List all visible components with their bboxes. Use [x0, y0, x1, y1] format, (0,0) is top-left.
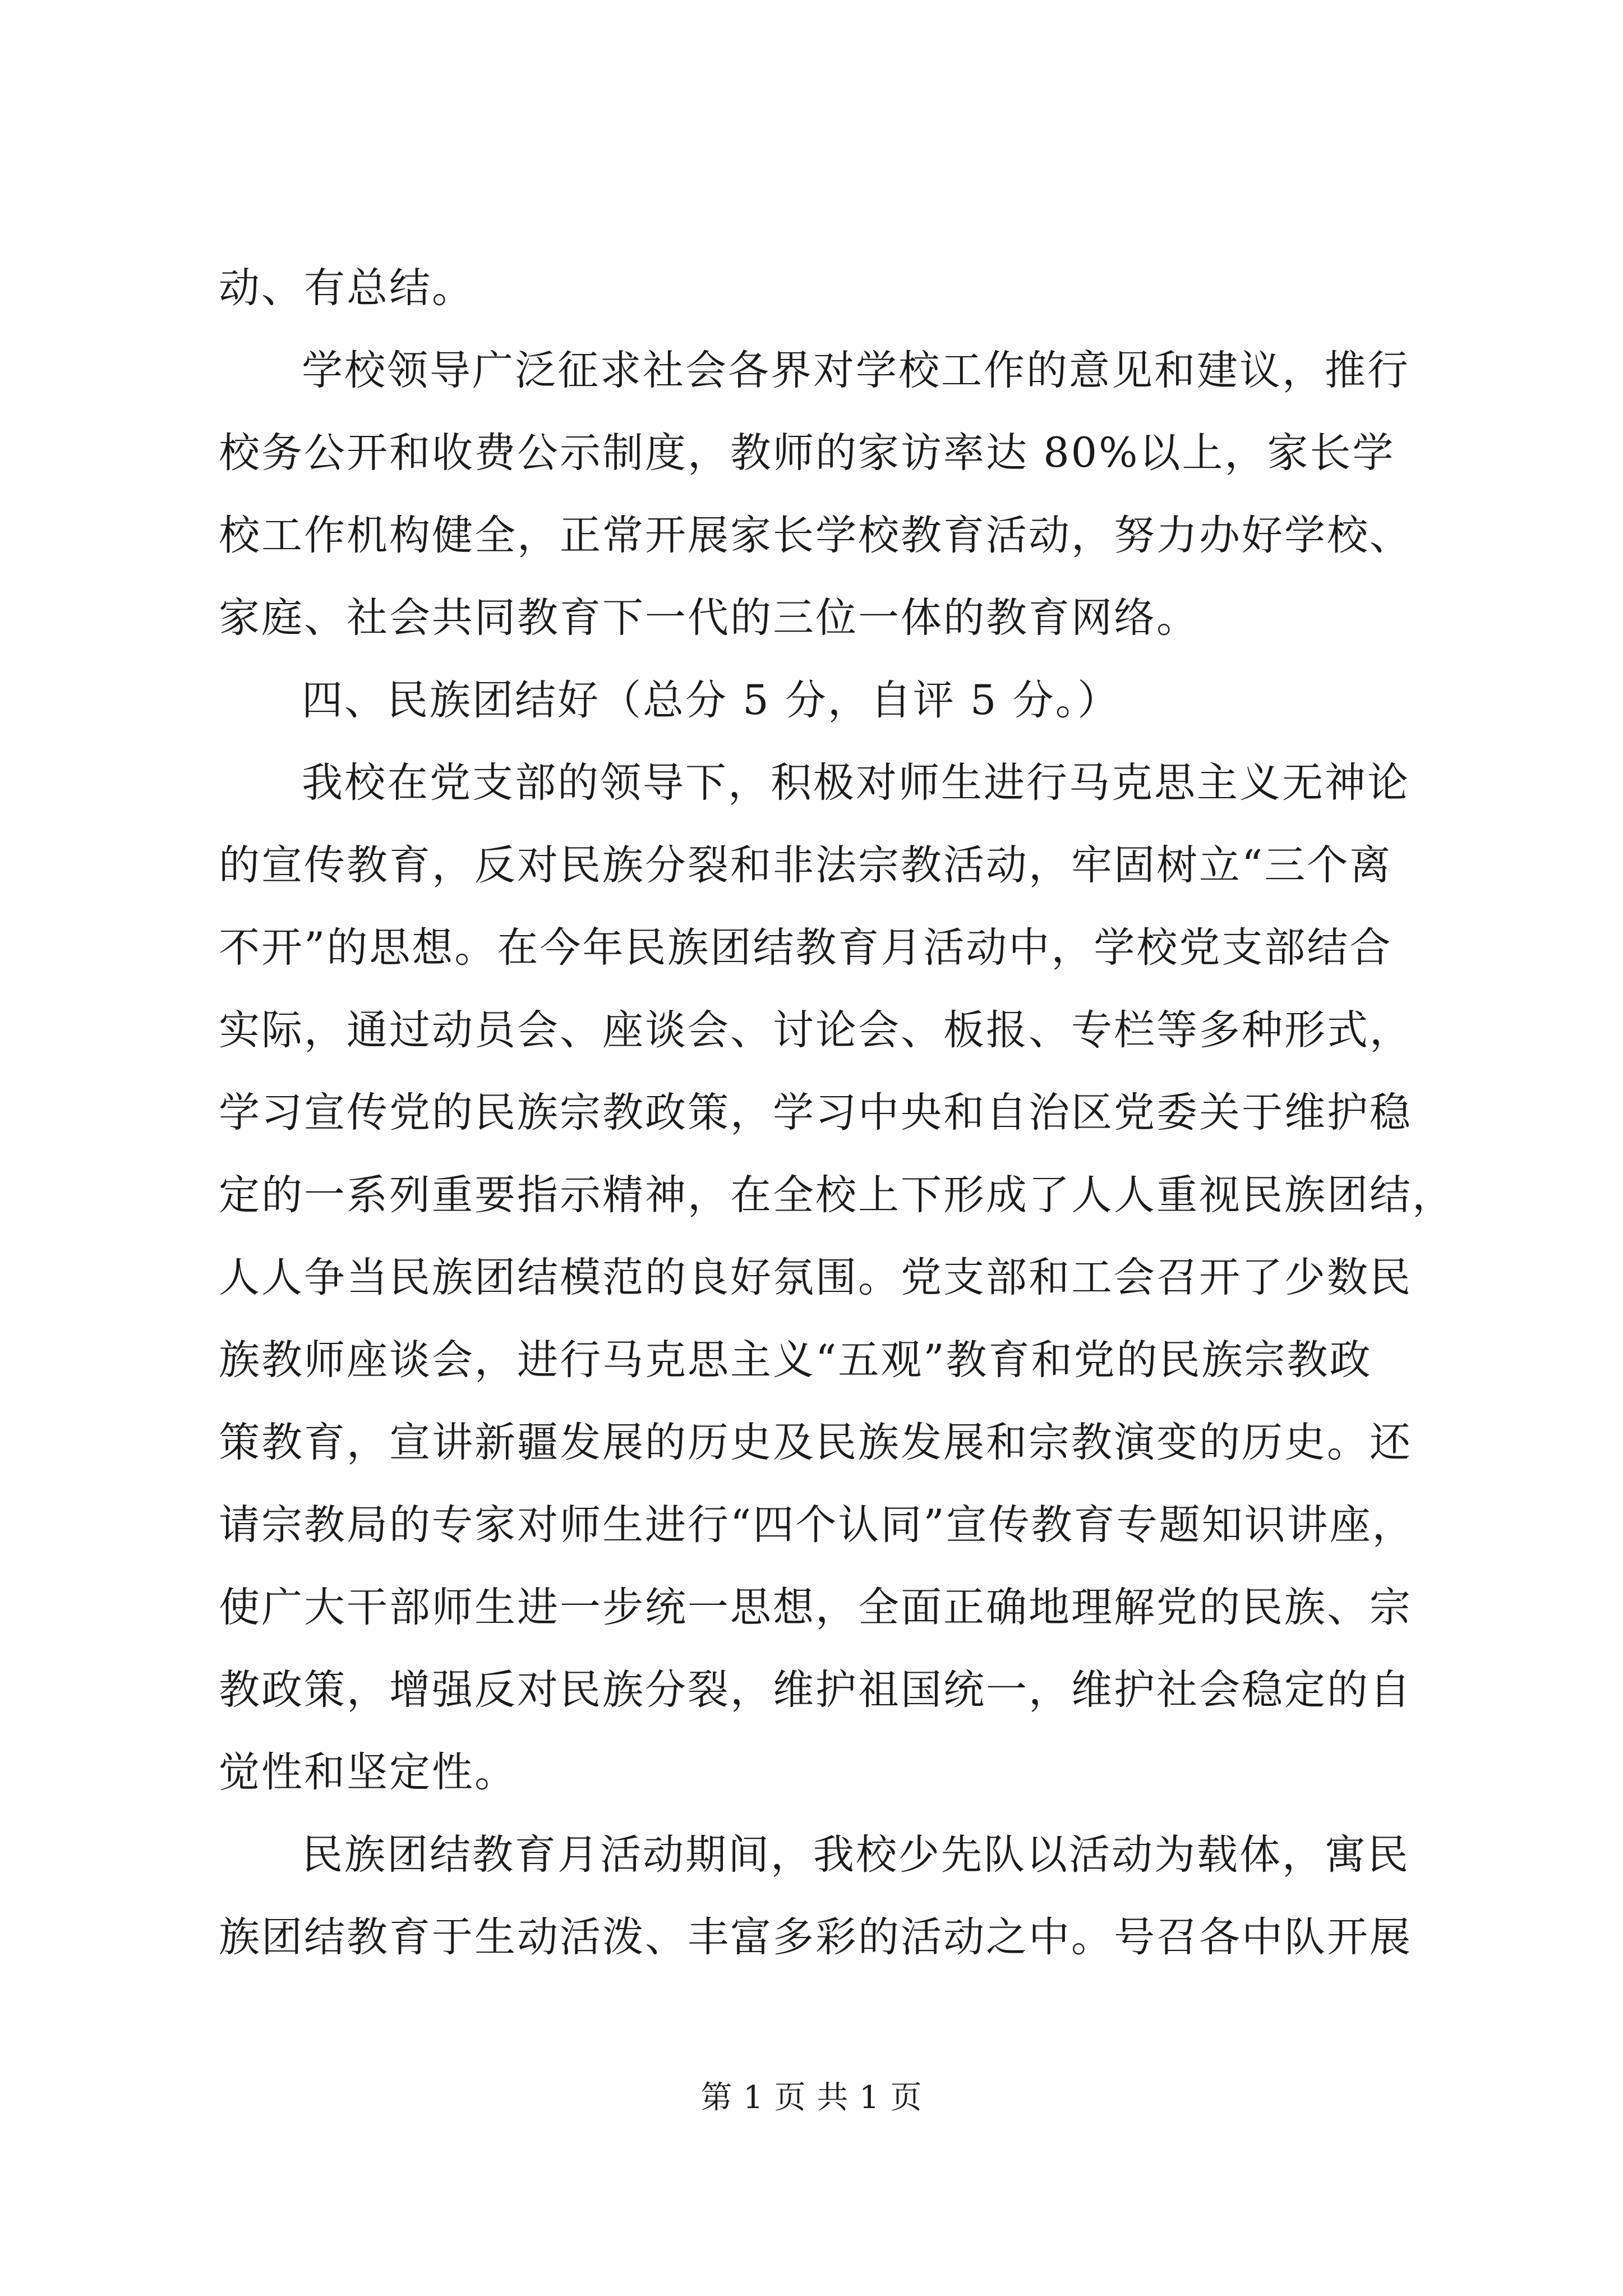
text-line: 请宗教局的专家对师生进行“四个认同”宣传教育专题知识讲座， [219, 1501, 1415, 1549]
text-line: 觉性和坚定性。 [219, 1749, 517, 1796]
text-line: 校务公开和收费公示制度，教师的家访率达 80%以上，家长学 [219, 429, 1395, 477]
paragraph-first-line: 我校在党支部的领导下，积极对师生进行马克思主义无神论 [302, 759, 1410, 807]
text-line: 使广大干部师生进一步统一思想，全面正确地理解党的民族、宗 [219, 1584, 1412, 1631]
text-line: 家庭、社会共同教育下一代的三位一体的教育网络。 [219, 594, 1199, 642]
text-line: 定的一系列重要指示精神，在全校上下形成了人人重视民族团结， [219, 1171, 1455, 1219]
text-line: 学习宣传党的民族宗教政策，学习中央和自治区党委关于维护稳 [219, 1089, 1412, 1137]
text-line: 不开”的思想。在今年民族团结教育月活动中，学校党支部结合 [219, 924, 1393, 972]
text-line: 动、有总结。 [219, 264, 474, 312]
paragraph-first-line: 民族团结教育月活动期间，我校少先队以活动为载体，寓民 [302, 1831, 1410, 1879]
text-line: 策教育，宣讲新疆发展的历史及民族发展和宗教演变的历史。还 [219, 1419, 1412, 1466]
text-line: 的宣传教育，反对民族分裂和非法宗教活动，牢固树立“三个离 [219, 841, 1393, 889]
page-number-label: 第 1 页 共 1 页 [700, 2079, 923, 2116]
text-line: 族教师座谈会，进行马克思主义“五观”教育和党的民族宗教政 [219, 1336, 1372, 1384]
document-body [219, 247, 1455, 1978]
text-line: 校工作机构健全，正常开展家长学校教育活动，努力办好学校、 [219, 512, 1412, 559]
text-line: 实际，通过动员会、座谈会、讨论会、板报、专栏等多种形式， [219, 1006, 1412, 1054]
text-line: 人人争当民族团结模范的良好氛围。党支部和工会召开了少数民 [219, 1254, 1412, 1301]
paragraph-first-line: 学校领导广泛征求社会各界对学校工作的意见和建议，推行 [302, 347, 1410, 394]
section-heading: 四、民族团结好（总分 5 分，自评 5 分。） [302, 677, 1121, 724]
page-footer [0, 2076, 1623, 2120]
text-line: 族团结教育于生动活泼、丰富多彩的活动之中。号召各中队开展 [219, 1913, 1412, 1961]
text-line: 教政策，增强反对民族分裂，维护祖国统一，维护社会稳定的自 [219, 1666, 1412, 1714]
